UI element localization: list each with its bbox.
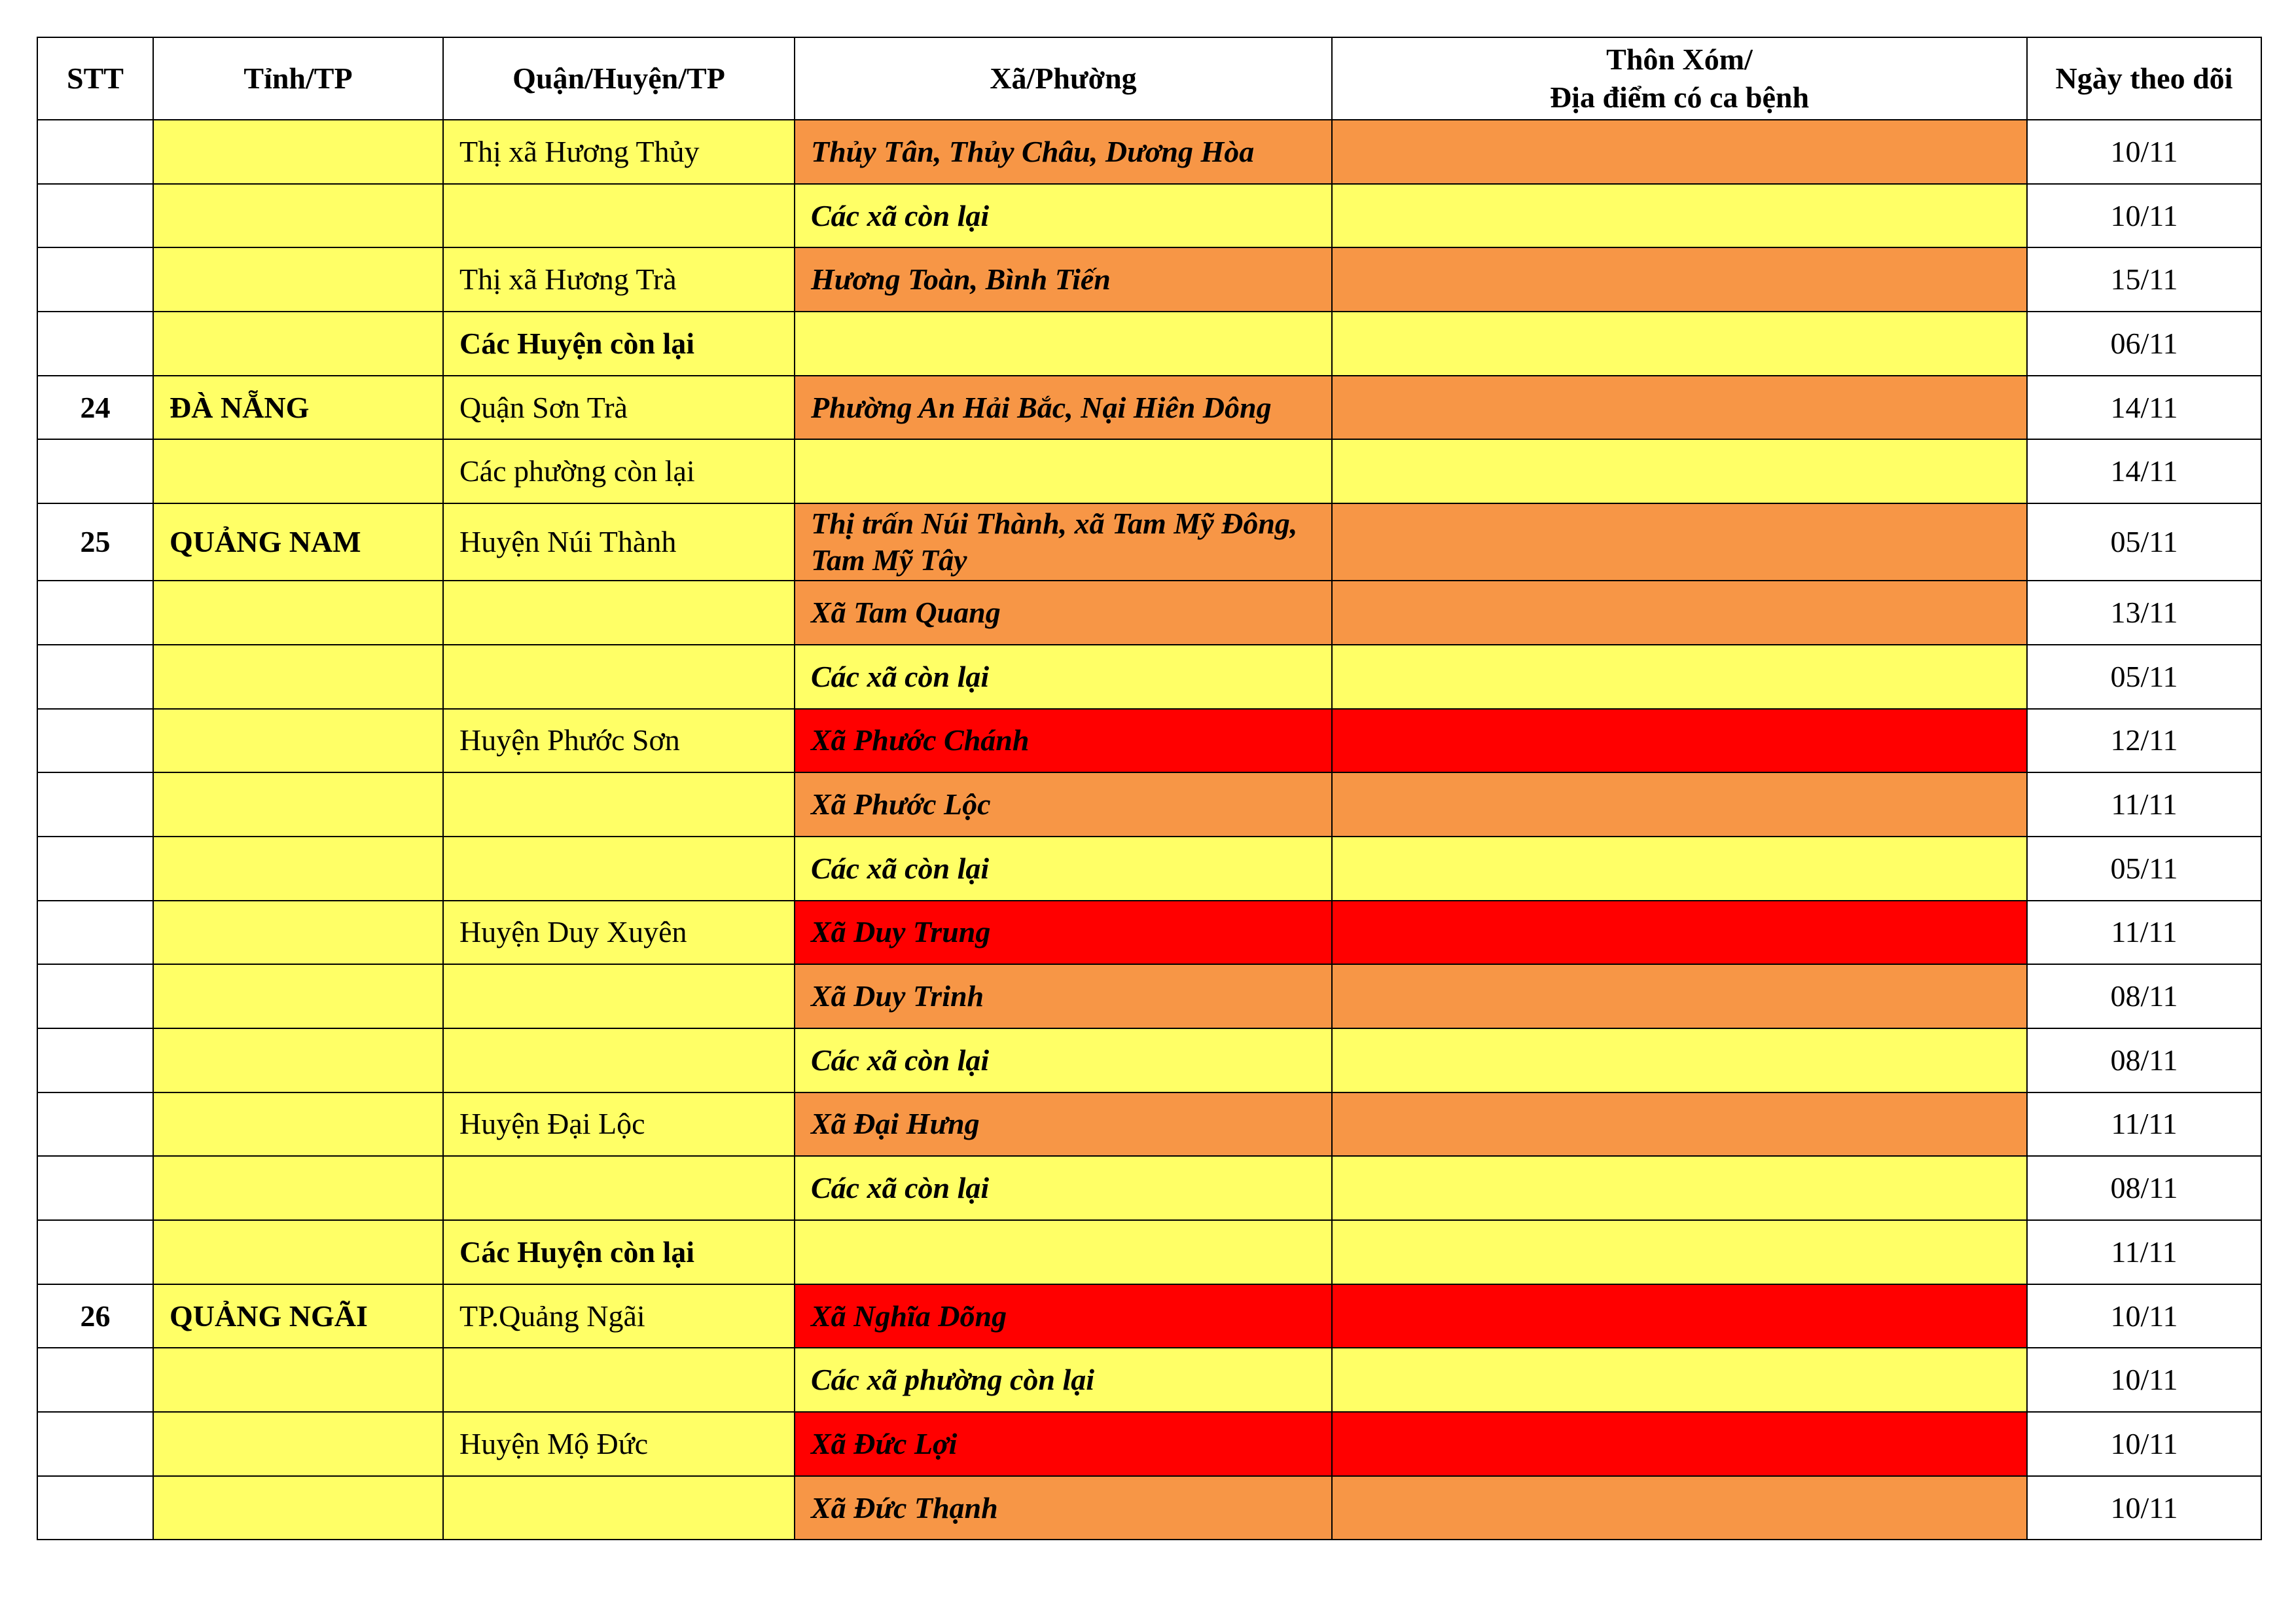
stt-cell (37, 1156, 153, 1220)
hamlet-cell (1332, 901, 2027, 965)
stt-cell: 25 (37, 503, 153, 581)
hamlet-cell (1332, 964, 2027, 1028)
table-row (37, 1348, 2261, 1412)
date-cell: 10/11 (2027, 120, 2261, 184)
hamlet-cell (1332, 439, 2027, 503)
province-cell (153, 1220, 443, 1284)
date-cell: 10/11 (2027, 1284, 2261, 1348)
table-row (37, 901, 2261, 965)
date-cell: 05/11 (2027, 503, 2261, 581)
stt-cell (37, 247, 153, 312)
date-cell: 11/11 (2027, 772, 2261, 837)
province-cell: QUẢNG NGÃI (153, 1284, 443, 1348)
table-row (37, 1220, 2261, 1284)
district-cell: Quận Sơn Trà (443, 376, 795, 440)
province-cell (153, 709, 443, 773)
province-cell (153, 247, 443, 312)
district-cell (443, 1156, 795, 1220)
table-row (37, 312, 2261, 376)
stt-cell (37, 1412, 153, 1476)
table-row (37, 1156, 2261, 1220)
header-province: Tỉnh/TP (153, 37, 443, 120)
stt-cell: 24 (37, 376, 153, 440)
ward-cell: Các xã còn lại (795, 837, 1332, 901)
stt-cell (37, 772, 153, 837)
stt-cell (37, 837, 153, 901)
ward-cell (795, 312, 1332, 376)
table-row (37, 709, 2261, 773)
hamlet-cell (1332, 772, 2027, 837)
province-cell (153, 1476, 443, 1540)
table-row (37, 645, 2261, 709)
date-cell: 06/11 (2027, 312, 2261, 376)
hamlet-cell (1332, 709, 2027, 773)
date-cell: 14/11 (2027, 439, 2261, 503)
ward-cell: Các xã còn lại (795, 1156, 1332, 1220)
table-row (37, 1476, 2261, 1540)
table-row (37, 503, 2261, 581)
date-cell: 10/11 (2027, 1348, 2261, 1412)
header-row (37, 37, 2261, 120)
table-row (37, 1092, 2261, 1157)
table-row (37, 1028, 2261, 1092)
hamlet-cell (1332, 837, 2027, 901)
header-hamlet-line1: Thôn Xóm/ (1606, 43, 1753, 76)
hamlet-cell (1332, 120, 2027, 184)
district-cell: Huyện Duy Xuyên (443, 901, 795, 965)
hamlet-cell (1332, 1284, 2027, 1348)
stt-cell: 26 (37, 1284, 153, 1348)
table-row (37, 581, 2261, 645)
province-cell (153, 581, 443, 645)
ward-cell: Các xã còn lại (795, 1028, 1332, 1092)
hamlet-cell (1332, 581, 2027, 645)
ward-cell: Các xã còn lại (795, 184, 1332, 248)
province-cell (153, 837, 443, 901)
stt-cell (37, 645, 153, 709)
province-cell (153, 120, 443, 184)
stt-cell (37, 439, 153, 503)
table-row (37, 1412, 2261, 1476)
stt-cell (37, 1092, 153, 1157)
zone-table (37, 37, 2262, 1540)
district-cell (443, 964, 795, 1028)
table-row (37, 837, 2261, 901)
ward-cell (795, 1220, 1332, 1284)
hamlet-cell (1332, 184, 2027, 248)
table-row (37, 964, 2261, 1028)
district-cell: Các Huyện còn lại (443, 312, 795, 376)
date-cell: 10/11 (2027, 184, 2261, 248)
date-cell: 11/11 (2027, 1220, 2261, 1284)
province-cell (153, 964, 443, 1028)
header-hamlet-line2: Địa điểm có ca bệnh (1549, 81, 1810, 114)
district-cell: Thị xã Hương Trà (443, 247, 795, 312)
table-row (37, 184, 2261, 248)
district-cell: Huyện Đại Lộc (443, 1092, 795, 1157)
province-cell (153, 772, 443, 837)
province-cell (153, 439, 443, 503)
district-cell: Huyện Phước Sơn (443, 709, 795, 773)
ward-cell: Xã Đức Lợi (795, 1412, 1332, 1476)
header-district: Quận/Huyện/TP (443, 37, 795, 120)
province-cell (153, 901, 443, 965)
table-row (37, 1284, 2261, 1348)
ward-cell: Xã Duy Trinh (795, 964, 1332, 1028)
ward-cell: Các xã phường còn lại (795, 1348, 1332, 1412)
hamlet-cell (1332, 1092, 2027, 1157)
date-cell: 10/11 (2027, 1476, 2261, 1540)
hamlet-cell (1332, 1412, 2027, 1476)
district-cell: Huyện Mộ Đức (443, 1412, 795, 1476)
date-cell: 13/11 (2027, 581, 2261, 645)
date-cell: 08/11 (2027, 964, 2261, 1028)
stt-cell (37, 709, 153, 773)
date-cell: 14/11 (2027, 376, 2261, 440)
district-cell (443, 1348, 795, 1412)
header-ward: Xã/Phường (795, 37, 1332, 120)
stt-cell (37, 901, 153, 965)
ward-cell: Xã Phước Lộc (795, 772, 1332, 837)
ward-cell: Các xã còn lại (795, 645, 1332, 709)
stt-cell (37, 312, 153, 376)
date-cell: 05/11 (2027, 645, 2261, 709)
stt-cell (37, 964, 153, 1028)
ward-cell: Xã Phước Chánh (795, 709, 1332, 773)
stt-cell (37, 1348, 153, 1412)
province-cell (153, 1092, 443, 1157)
district-cell: Thị xã Hương Thủy (443, 120, 795, 184)
province-cell (153, 184, 443, 248)
ward-cell (795, 439, 1332, 503)
province-cell (153, 1348, 443, 1412)
province-cell (153, 1156, 443, 1220)
stt-cell (37, 581, 153, 645)
province-cell: QUẢNG NAM (153, 503, 443, 581)
table-row (37, 120, 2261, 184)
ward-cell: Phường An Hải Bắc, Nại Hiên Dông (795, 376, 1332, 440)
district-cell: TP.Quảng Ngãi (443, 1284, 795, 1348)
district-cell (443, 581, 795, 645)
ward-cell: Xã Đại Hưng (795, 1092, 1332, 1157)
date-cell: 08/11 (2027, 1028, 2261, 1092)
table-row (37, 439, 2261, 503)
district-cell: Các Huyện còn lại (443, 1220, 795, 1284)
stt-cell (37, 120, 153, 184)
table-row (37, 247, 2261, 312)
table-body (37, 120, 2261, 1540)
ward-cell: Hương Toàn, Bình Tiến (795, 247, 1332, 312)
ward-cell: Xã Nghĩa Dõng (795, 1284, 1332, 1348)
stt-cell (37, 1028, 153, 1092)
district-cell (443, 1028, 795, 1092)
ward-cell: Thị trấn Núi Thành, xã Tam Mỹ Đông, Tam Mỹ Tây (795, 503, 1332, 581)
hamlet-cell (1332, 312, 2027, 376)
province-cell: ĐÀ NẴNG (153, 376, 443, 440)
header-date: Ngày theo dõi (2027, 37, 2261, 120)
date-cell: 05/11 (2027, 837, 2261, 901)
province-cell (153, 1412, 443, 1476)
stt-cell (37, 184, 153, 248)
ward-cell: Xã Đức Thạnh (795, 1476, 1332, 1540)
stt-cell (37, 1220, 153, 1284)
ward-cell: Thủy Tân, Thủy Châu, Dương Hòa (795, 120, 1332, 184)
hamlet-cell (1332, 1156, 2027, 1220)
date-cell: 12/11 (2027, 709, 2261, 773)
hamlet-cell (1332, 247, 2027, 312)
province-cell (153, 645, 443, 709)
hamlet-cell (1332, 503, 2027, 581)
hamlet-cell (1332, 1220, 2027, 1284)
district-cell (443, 184, 795, 248)
province-cell (153, 312, 443, 376)
date-cell: 08/11 (2027, 1156, 2261, 1220)
district-cell (443, 837, 795, 901)
hamlet-cell (1332, 376, 2027, 440)
district-cell (443, 645, 795, 709)
header-hamlet (1332, 37, 2027, 120)
hamlet-cell (1332, 1348, 2027, 1412)
district-cell (443, 772, 795, 837)
date-cell: 11/11 (2027, 1092, 2261, 1157)
date-cell: 10/11 (2027, 1412, 2261, 1476)
hamlet-cell (1332, 1476, 2027, 1540)
district-cell: Các phường còn lại (443, 439, 795, 503)
table-row (37, 376, 2261, 440)
district-cell: Huyện Núi Thành (443, 503, 795, 581)
ward-cell: Xã Tam Quang (795, 581, 1332, 645)
ward-cell: Xã Duy Trung (795, 901, 1332, 965)
stt-cell (37, 1476, 153, 1540)
date-cell: 11/11 (2027, 901, 2261, 965)
province-cell (153, 1028, 443, 1092)
district-cell (443, 1476, 795, 1540)
hamlet-cell (1332, 645, 2027, 709)
header-stt: STT (37, 37, 153, 120)
hamlet-cell (1332, 1028, 2027, 1092)
table-row (37, 772, 2261, 837)
date-cell: 15/11 (2027, 247, 2261, 312)
